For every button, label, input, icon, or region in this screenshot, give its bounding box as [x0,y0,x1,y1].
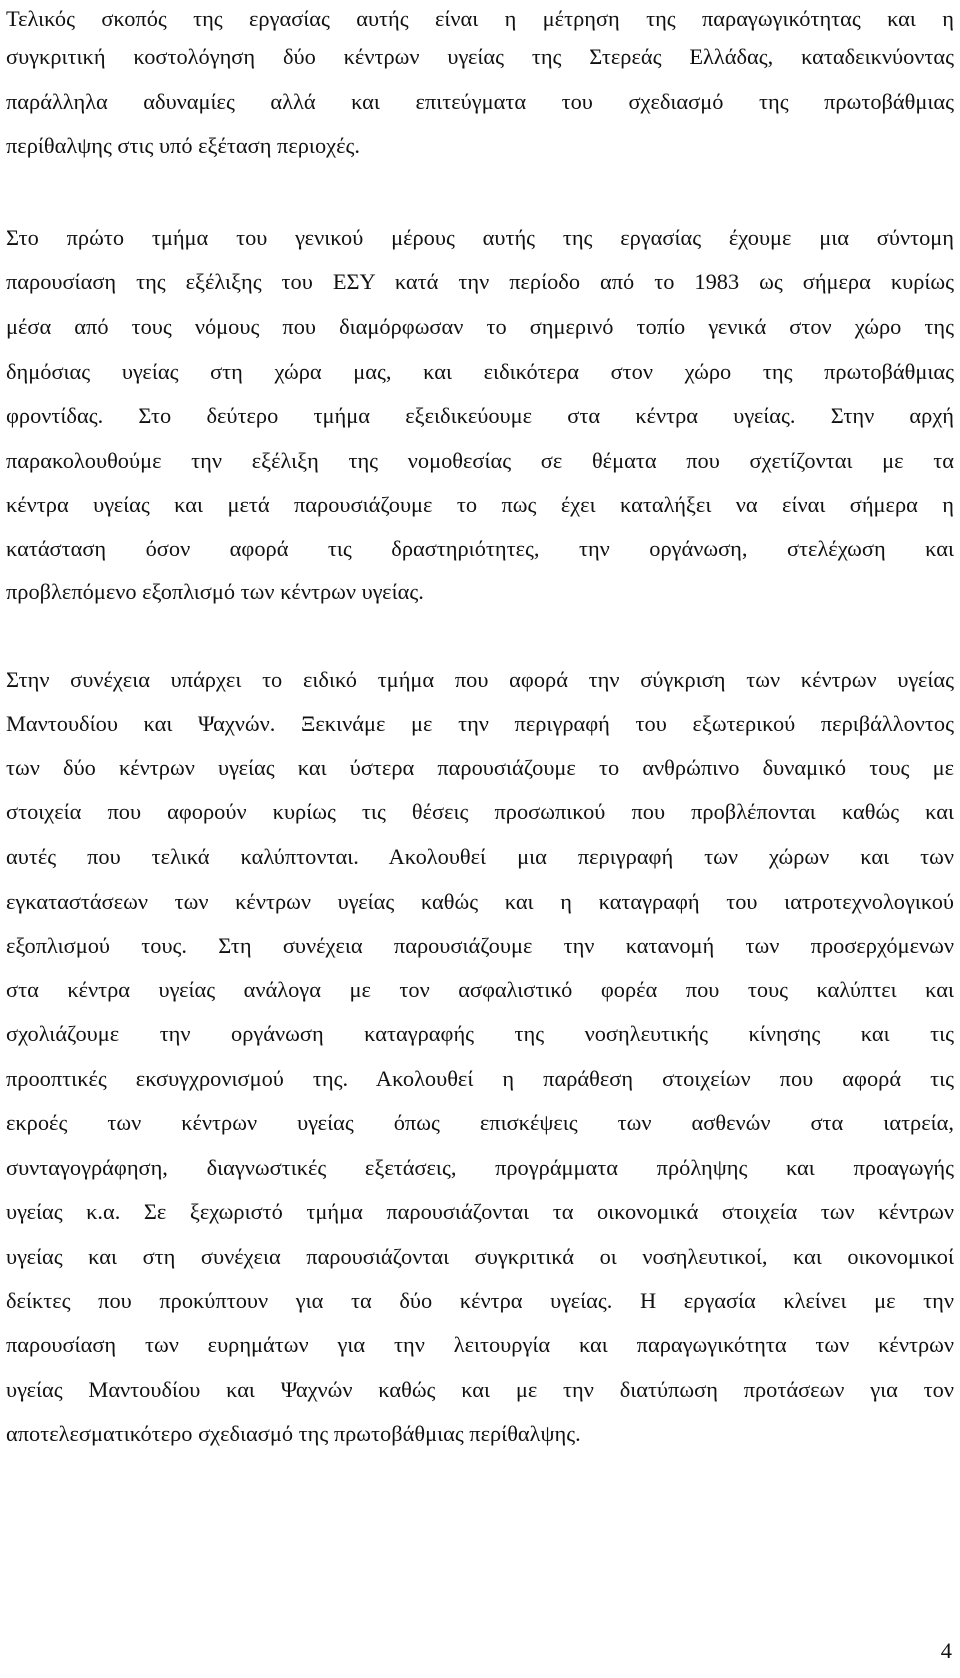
text-line: Στην συνέχεια υπάρχει το ειδικό τμήμα που αφορά την σύγκριση των κέντρων υγείας [6,667,954,692]
text-line: των δύο κέντρων υγείας και ύστερα παρουσιάζουμε το ανθρώπινο δυναμικό τους με [6,755,954,780]
text-line: συγκριτική κοστολόγηση δύο κέντρων υγείας της Στερεάς Ελλάδας, καταδεικνύοντας [6,44,954,69]
text-line: δημόσιας υγείας στη χώρα μας, και ειδικότερα στον χώρο της πρωτοβάθμιας [6,359,954,384]
text-line: εξοπλισμού τους. Στη συνέχεια παρουσιάζουμε την κατανομή των προσερχόμενων [6,933,954,958]
text-line: κατάσταση όσον αφορά τις δραστηριότητες, την οργάνωση, στελέχωση και [6,536,954,561]
page-number: 4 [940,1638,952,1663]
text-line: υγείας Μαντουδίου και Ψαχνών καθώς και με την διατύπωση προτάσεων για τον [6,1377,954,1402]
text-line: αυτές που τελικά καλύπτονται. Ακολουθεί μια περιγραφή των χώρων και των [6,844,954,869]
text-line: στα κέντρα υγείας ανάλογα με τον ασφαλιστικό φορέα που τους καλύπτει και [6,977,954,1002]
text-line: σχολιάζουμε την οργάνωση καταγραφής της νοσηλευτικής κίνησης και τις [6,1021,954,1046]
text-line: παράλληλα αδυναμίες αλλά και επιτεύγματα του σχεδιασμό της πρωτοβάθμιας [6,89,954,114]
text-line: παρακολουθούμε την εξέλιξη της νομοθεσίας σε θέματα που σχετίζονται με τα [6,448,954,473]
text-line: περίθαλψης στις υπό εξέταση περιοχές. [6,133,360,158]
text-line: προβλεπόμενο εξοπλισμό των κέντρων υγείας. [6,579,424,604]
text-line: Τελικός σκοπός της εργασίας αυτής είναι η μέτρηση της παραγωγικότητας και η [6,6,954,31]
text-line: δείκτες που προκύπτουν για τα δύο κέντρα υγείας. Η εργασία κλείνει με την [6,1288,954,1313]
text-line: κέντρα υγείας και μετά παρουσιάζουμε το πως έχει καταλήξει να είναι σήμερα η [6,492,954,517]
text-line: στοιχεία που αφορούν κυρίως τις θέσεις προσωπικού που προβλέπονται καθώς και [6,799,954,824]
text-line: εγκαταστάσεων των κέντρων υγείας καθώς και η καταγραφή του ιατροτεχνολογικού [6,889,954,914]
text-line: Μαντουδίου και Ψαχνών. Ξεκινάμε με την περιγραφή του εξωτερικού περιβάλλοντος [6,711,954,736]
text-line: παρουσίαση της εξέλιξης του ΕΣΥ κατά την περίοδο από το 1983 ως σήμερα κυρίως [6,269,954,294]
text-line: εκροές των κέντρων υγείας όπως επισκέψεις των ασθενών στα ιατρεία, [6,1110,954,1135]
text-line: Στο πρώτο τμήμα του γενικού μέρους αυτής της εργασίας έχουμε μια σύντομη [6,225,954,250]
text-line: συνταγογράφηση, διαγνωστικές εξετάσεις, προγράμματα πρόληψης και προαγωγής [6,1155,954,1180]
text-line: παρουσίαση των ευρημάτων για την λειτουργία και παραγωγικότητα των κέντρων [6,1332,954,1357]
text-line: φροντίδας. Στο δεύτερο τμήμα εξειδικεύουμε στα κέντρα υγείας. Στην αρχή [6,403,954,428]
text-line: υγείας και στη συνέχεια παρουσιάζονται συγκριτικά οι νοσηλευτικοί, και οικονομικοί [6,1244,954,1269]
text-line: προοπτικές εκσυγχρονισμού της. Ακολουθεί η παράθεση στοιχείων που αφορά τις [6,1066,954,1091]
text-line: αποτελεσματικότερο σχεδιασμό της πρωτοβάθμιας περίθαλψης. [6,1421,581,1446]
text-line: υγείας κ.α. Σε ξεχωριστό τμήμα παρουσιάζονται τα οικονομικά στοιχεία των κέντρων [6,1199,954,1224]
text-line: μέσα από τους νόμους που διαμόρφωσαν το σημερινό τοπίο γενικά στον χώρο της [6,314,954,339]
